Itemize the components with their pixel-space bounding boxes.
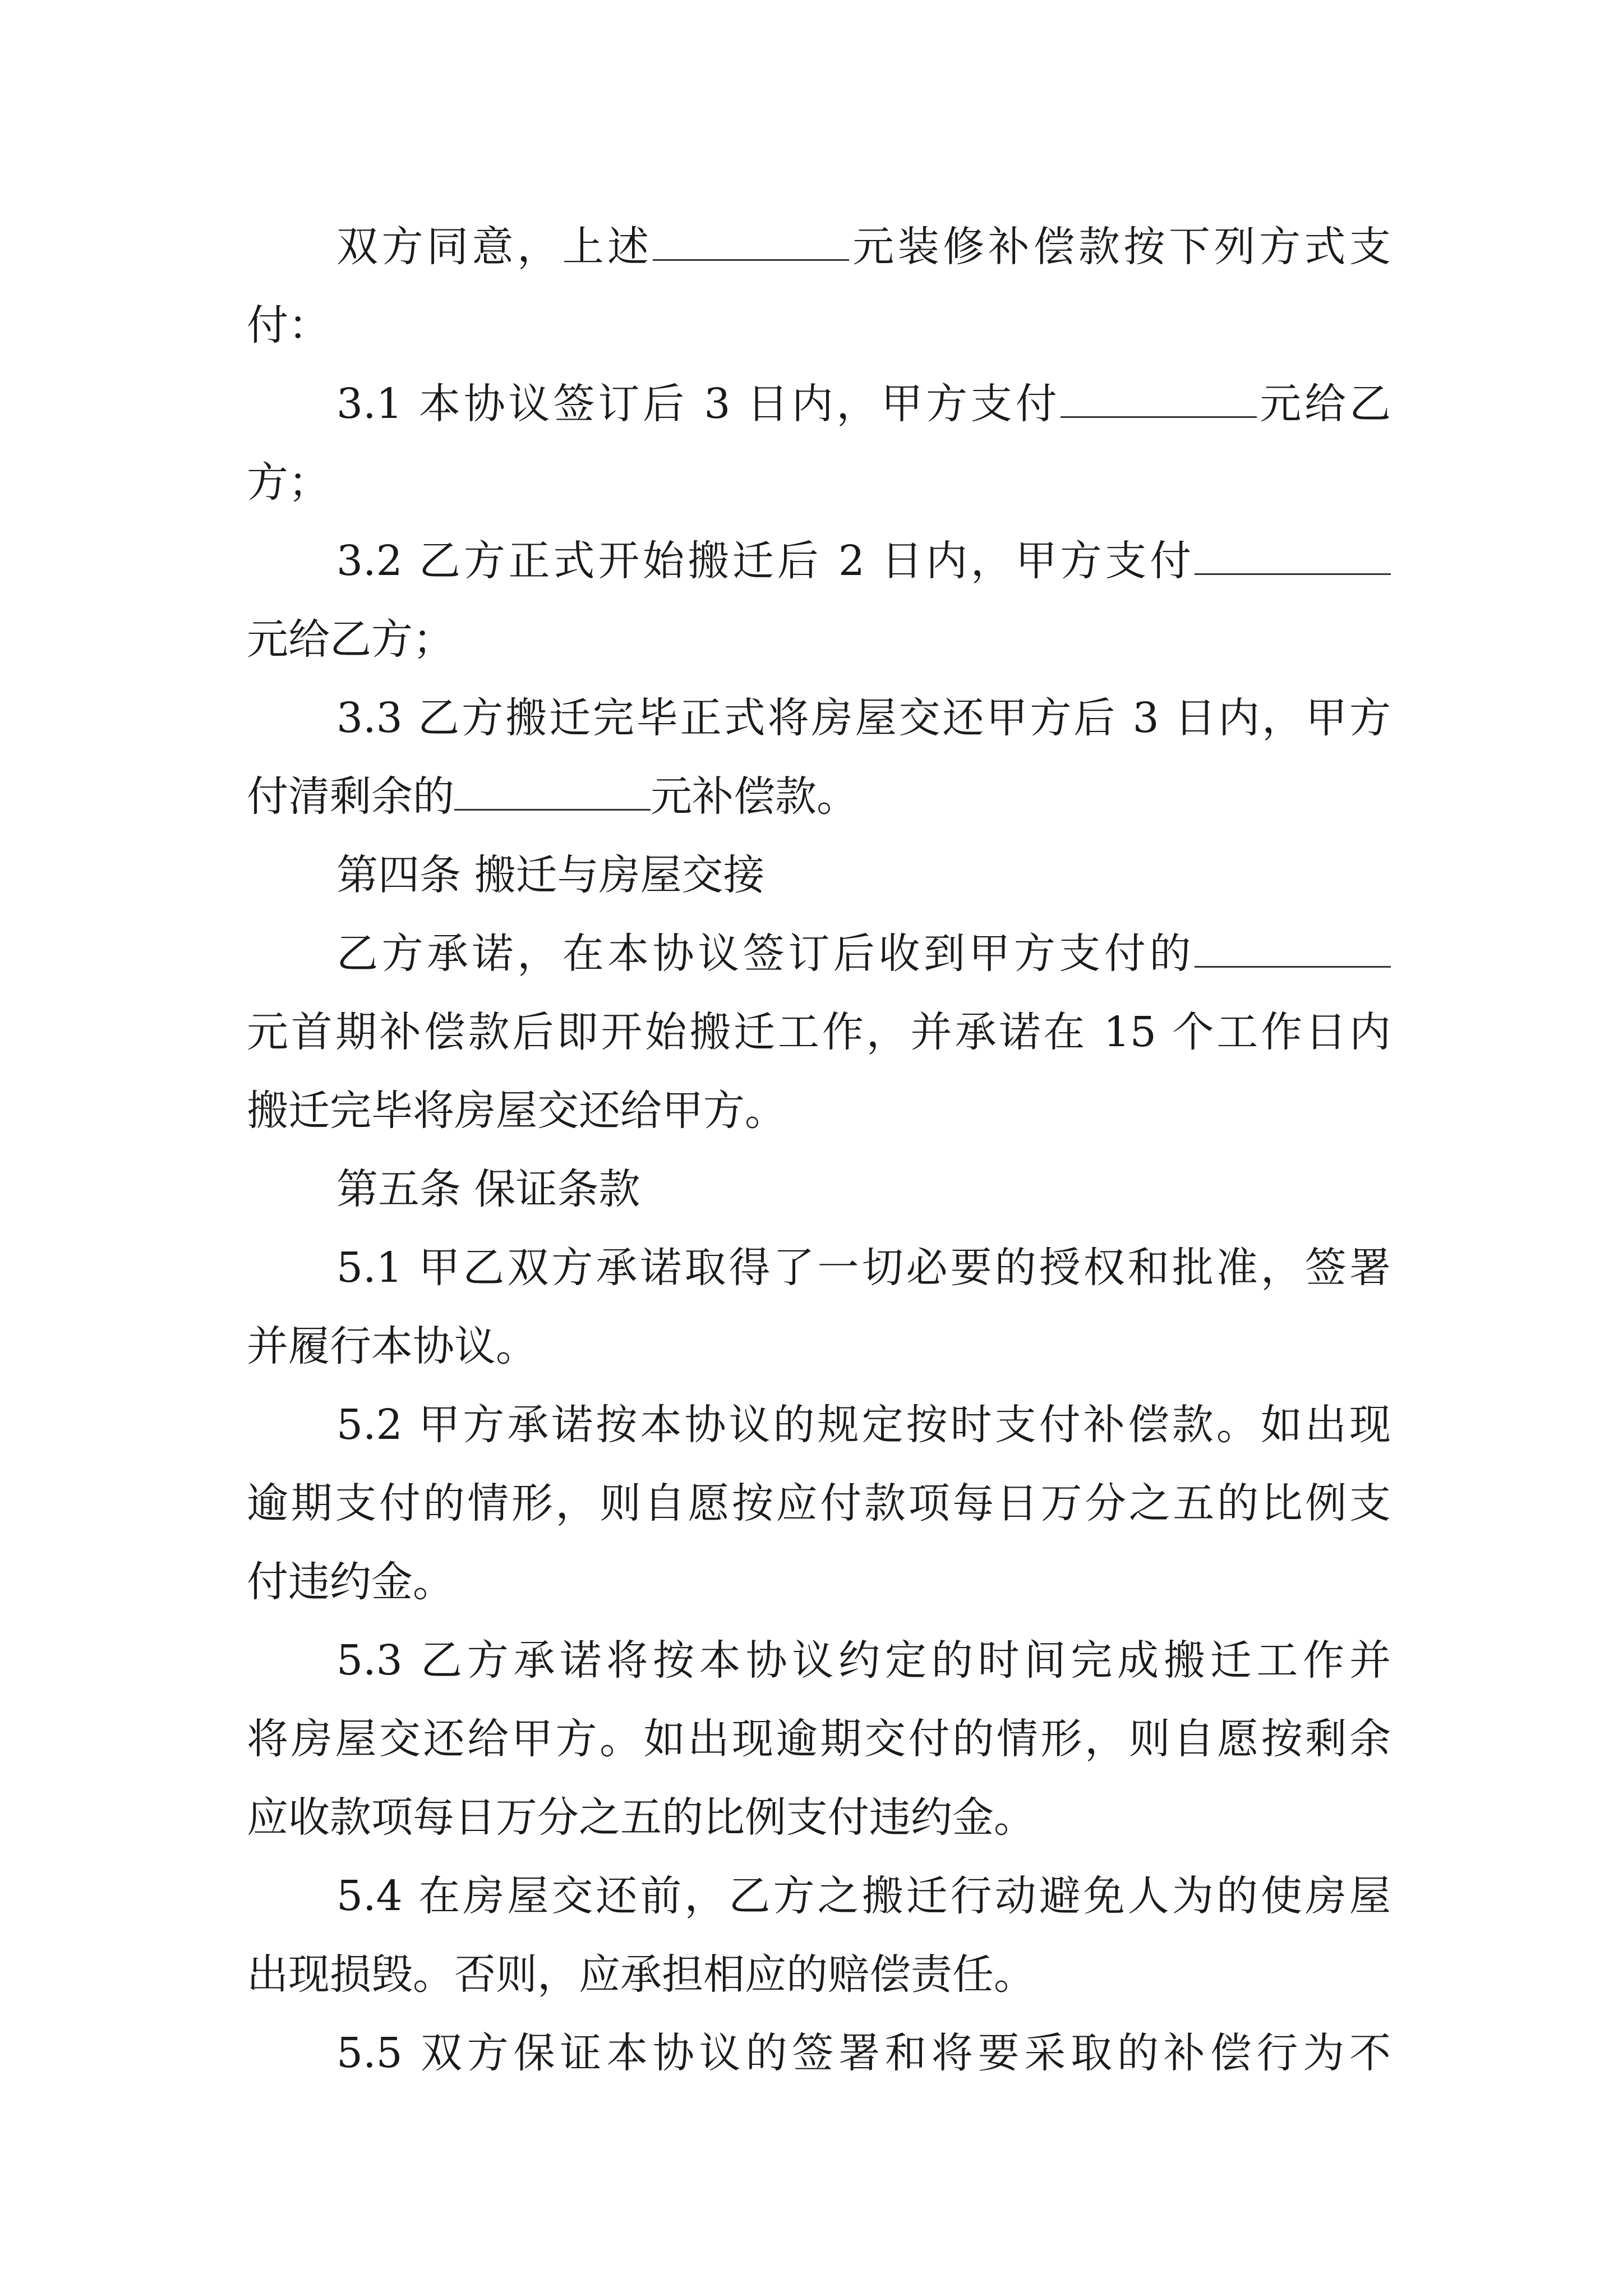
text-segment: 付清剩余的 [247,772,454,821]
paragraph-line [336,1391,1391,1458]
text-segment: 付违约金。 [247,1558,454,1606]
text-segment: 乙方承诺，在本协议签订后收到甲方支付的 [336,930,1195,978]
paragraph-line [247,449,1391,516]
paragraph-line [247,763,1391,830]
text-segment: 付： [247,301,330,349]
text-segment: 搬迁完毕将房屋交还给甲方。 [247,1087,786,1135]
paragraph-line [247,1470,1391,1537]
fill-in-blank [1195,540,1391,575]
text-segment: 3.2 乙方正式开始搬迁后 2 日内，甲方支付 [336,537,1195,585]
text-segment: 5.4 在房屋交还前，乙方之搬迁行动避免人为的使房屋 [336,1872,1391,1920]
text-segment: 3.3 乙方搬迁完毕正式将房屋交还甲方后 3 日内，甲方 [336,694,1391,742]
paragraph-line [336,684,1391,752]
paragraph-line [336,213,1391,280]
section-heading [336,841,1391,909]
paragraph-line [247,1941,1391,2008]
paragraph-line [247,1313,1391,1380]
text-segment: 5.5 双方保证本协议的签署和将要采取的补偿行为不 [336,2029,1391,2077]
text-segment: 将房屋交还给甲方。如出现逾期交付的情形，则自愿按剩余 [247,1715,1391,1763]
paragraph-line [336,1627,1391,1694]
paragraph-line [336,1862,1391,1930]
paragraph-line [336,920,1391,987]
section-heading [336,1156,1391,1223]
paragraph-line [336,1234,1391,1301]
text-segment: 5.2 甲方承诺按本协议的规定按时支付补偿款。如出现 [336,1401,1391,1449]
paragraph-line [247,1077,1391,1144]
fill-in-blank [1061,383,1257,418]
paragraph-line [336,527,1391,595]
text-segment: 应收款项每日万分之五的比例支付违约金。 [247,1793,1035,1842]
paragraph-line [247,1784,1391,1851]
fill-in-blank [653,226,849,261]
text-segment: 并履行本协议。 [247,1322,537,1370]
text-segment: 元装修补偿款按下列方式支 [849,223,1391,271]
text-segment: 3.1 本协议签订后 3 日内，甲方支付 [336,380,1061,428]
paragraph-line [247,999,1391,1066]
fill-in-blank [454,775,651,811]
text-segment: 双方同意，上述 [336,223,653,271]
paragraph-line [247,606,1391,673]
fill-in-blank [1195,932,1391,968]
text-segment: 元补偿款。 [651,772,858,821]
text-segment: 方； [247,458,330,507]
heading-text: 第四条 搬迁与房屋交接 [336,851,765,899]
paragraph-line [247,1705,1391,1773]
paragraph-line [336,370,1391,438]
text-segment: 元首期补偿款后即开始搬迁工作，并承诺在 15 个工作日内 [247,1008,1391,1056]
text-segment: 逾期支付的情形，则自愿按应付款项每日万分之五的比例支 [247,1479,1391,1527]
text-segment: 元给乙 [1256,380,1391,428]
paragraph-line [247,1548,1391,1616]
text-segment: 5.1 甲乙双方承诺取得了一切必要的授权和批准，签署 [336,1244,1391,1292]
text-segment: 出现损毁。否则，应承担相应的赔偿责任。 [247,1950,1035,1999]
heading-text: 第五条 保证条款 [336,1165,640,1213]
paragraph-line [336,2019,1391,2087]
paragraph-line [247,292,1391,359]
text-segment: 元给乙方； [247,615,454,664]
text-segment: 5.3 乙方承诺将按本协议约定的时间完成搬迁工作并 [336,1636,1391,1685]
